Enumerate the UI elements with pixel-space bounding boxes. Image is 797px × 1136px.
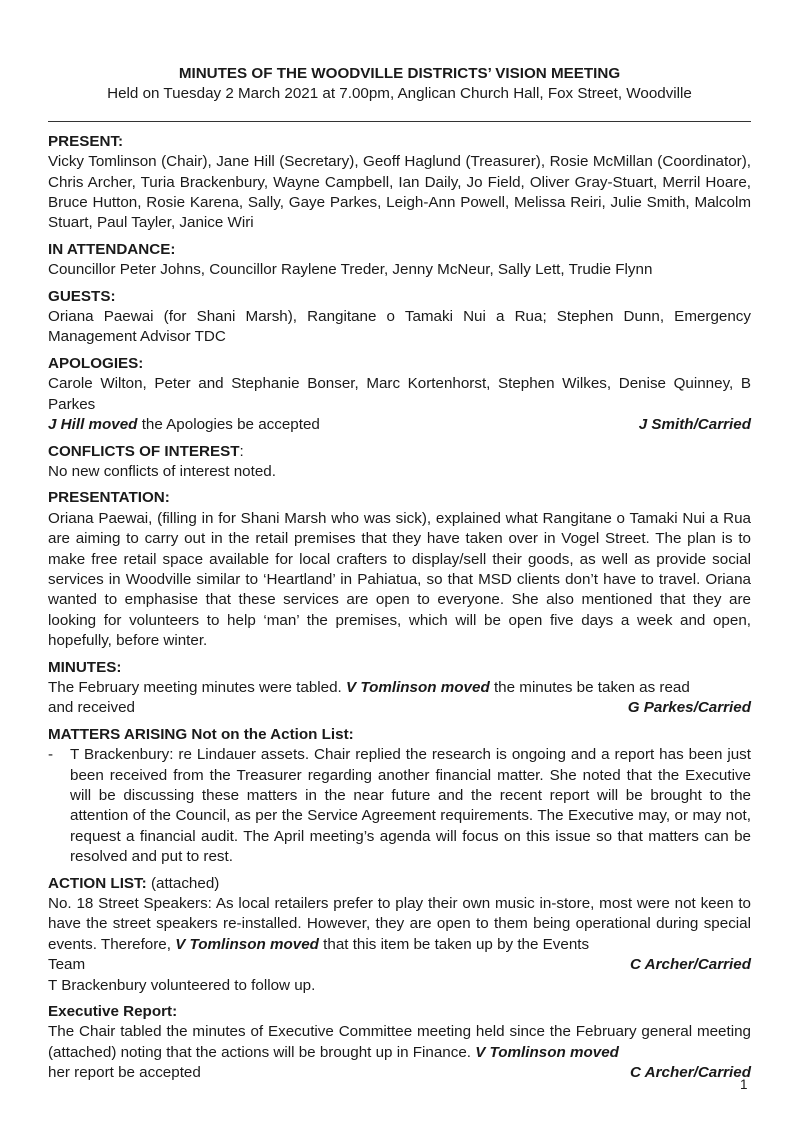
conflicts-heading-line	[48, 442, 751, 462]
executive-report-heading: Executive Report:	[48, 1003, 178, 1021]
present-section	[48, 132, 751, 234]
bullet-dash: -	[48, 746, 54, 764]
action-list-heading: ACTION LIST:	[48, 874, 147, 892]
minutes-motion	[48, 698, 751, 718]
presentation-section	[48, 488, 751, 651]
attendance-section	[48, 240, 751, 281]
minutes-document	[48, 64, 751, 1084]
action-list-last-line: Team	[48, 956, 86, 974]
minutes-text	[48, 678, 751, 698]
executive-mover: V Tomlinson moved	[475, 1043, 619, 1061]
guests-text: Oriana Paewai (for Shani Marsh), Rangitane o Tamaki Nui a Rua; Stephen Dunn, Emergency Management Advisor TDC	[48, 308, 751, 346]
executive-last-line: her report be accepted	[48, 1064, 201, 1082]
matters-arising-text: T Brackenbury: re Lindauer assets. Chair replied the research is ongoing and a report has been just been received from the Treasurer regarding another financial matter. She noted that the Executive will be discussing these matters in the near future and the recent report will be brought to the attention of the Council, as per the Service Agreement requirements. The Executive may, or may not, request a financial audit. The April meeting’s agenda will focus on this issue so that matters can be resolved and put to rest.	[70, 746, 751, 866]
action-list-motion	[48, 955, 751, 975]
conflicts-heading: CONFLICTS OF INTEREST	[48, 442, 240, 460]
attendance-heading: IN ATTENDANCE:	[48, 240, 176, 258]
action-list-motion-result: C Archer/Carried	[630, 956, 751, 974]
apologies-motion-body: the Apologies be accepted	[137, 416, 320, 434]
page-number: 1	[740, 1077, 748, 1092]
presentation-heading: PRESENTATION:	[48, 489, 170, 507]
apologies-section	[48, 354, 751, 436]
action-list-text-after: that this item be taken up by the Events	[318, 935, 590, 953]
action-list-text	[48, 894, 751, 955]
executive-report-section	[48, 1002, 751, 1084]
action-list-followup: T Brackenbury volunteered to follow up.	[48, 976, 316, 994]
apologies-motion	[48, 415, 751, 435]
minutes-text-after: the minutes be taken as read	[489, 678, 690, 696]
matters-arising-item	[48, 745, 751, 867]
presentation-text: Oriana Paewai, (filling in for Shani Marsh who was sick), explained what Rangitane o Tamaki Nui a Rua are aiming to carry out in the retail premises that they have taken over in Vogel Street. The plan is to make free retail space available for local crafters to display/sell their goods, as well as provide social services in Woodville similar to ‘Heartland’ in Pahiatua, so that MSD clients don’t have to travel. Oriana wanted to emphasise that these services are open to everyone. She also mentioned that they are looking for volunteers to help ‘man’ the premises, which will be open five days a week and open, hopefully, before winter.	[48, 509, 751, 650]
apologies-motion-text	[48, 415, 320, 435]
document-title: MINUTES OF THE WOODVILLE DISTRICTS’ VISION MEETING	[178, 65, 621, 82]
action-list-section	[48, 874, 751, 996]
minutes-mover: V Tomlinson moved	[346, 678, 490, 696]
action-list-text-before: No. 18 Street Speakers: As local retailers prefer to play their own music in-store, most were not keen to have the street speakers re-installed. However, they are open to them being operational during special events. Therefore,	[48, 895, 751, 953]
present-heading: PRESENT:	[48, 132, 124, 150]
conflicts-heading-colon: :	[239, 442, 244, 460]
action-list-heading-line	[48, 874, 751, 894]
action-list-heading-note: (attached)	[146, 874, 220, 892]
document-subtitle: Held on Tuesday 2 March 2021 at 7.00pm, Anglican Church Hall, Fox Street, Woodville	[107, 85, 692, 103]
apologies-motion-result: J Smith/Carried	[638, 416, 751, 434]
header-divider	[48, 121, 751, 122]
minutes-heading: MINUTES:	[48, 658, 122, 676]
attendance-text: Councillor Peter Johns, Councillor Raylene Treder, Jenny McNeur, Sally Lett, Trudie Flynn	[48, 261, 653, 279]
guests-heading: GUESTS:	[48, 287, 116, 305]
present-text: Vicky Tomlinson (Chair), Jane Hill (Secretary), Geoff Haglund (Treasurer), Rosie McMillan (Coordinator), Chris Archer, Turia Brackenbury, Wayne Campbell, Ian Daily, Jo Field, Oliver Gray-Stuart, Merril Hoare, Bruce Hutton, Rosie Karena, Sally, Gaye Parkes, Leigh-Ann Powell, Melissa Reiri, Julie Smith, Malcolm Stuart, Paul Tayler, Janice Wiri	[48, 153, 751, 232]
conflicts-section	[48, 442, 751, 483]
matters-arising-section	[48, 725, 751, 868]
conflicts-text: No new conflicts of interest noted.	[48, 462, 276, 480]
apologies-mover: J Hill moved	[48, 416, 138, 434]
action-list-mover: V Tomlinson moved	[175, 935, 319, 953]
executive-report-text	[48, 1022, 751, 1063]
minutes-last-line: and received	[48, 699, 135, 717]
executive-motion-result: C Archer/Carried	[630, 1064, 751, 1082]
apologies-text: Carole Wilton, Peter and Stephanie Bonser, Marc Kortenhorst, Stephen Wilkes, Denise Quinney, B Parkes	[48, 375, 751, 413]
executive-text-before: The Chair tabled the minutes of Executive Committee meeting held since the February general meeting (attached) noting that the actions will be brought up in Finance.	[48, 1023, 751, 1061]
minutes-motion-result: G Parkes/Carried	[627, 699, 751, 717]
minutes-text-before: The February meeting minutes were tabled.	[48, 678, 346, 696]
minutes-section	[48, 658, 751, 719]
executive-motion	[48, 1063, 751, 1083]
matters-arising-heading: MATTERS ARISING Not on the Action List:	[48, 725, 354, 743]
apologies-heading: APOLOGIES:	[48, 354, 144, 372]
guests-section	[48, 287, 751, 348]
